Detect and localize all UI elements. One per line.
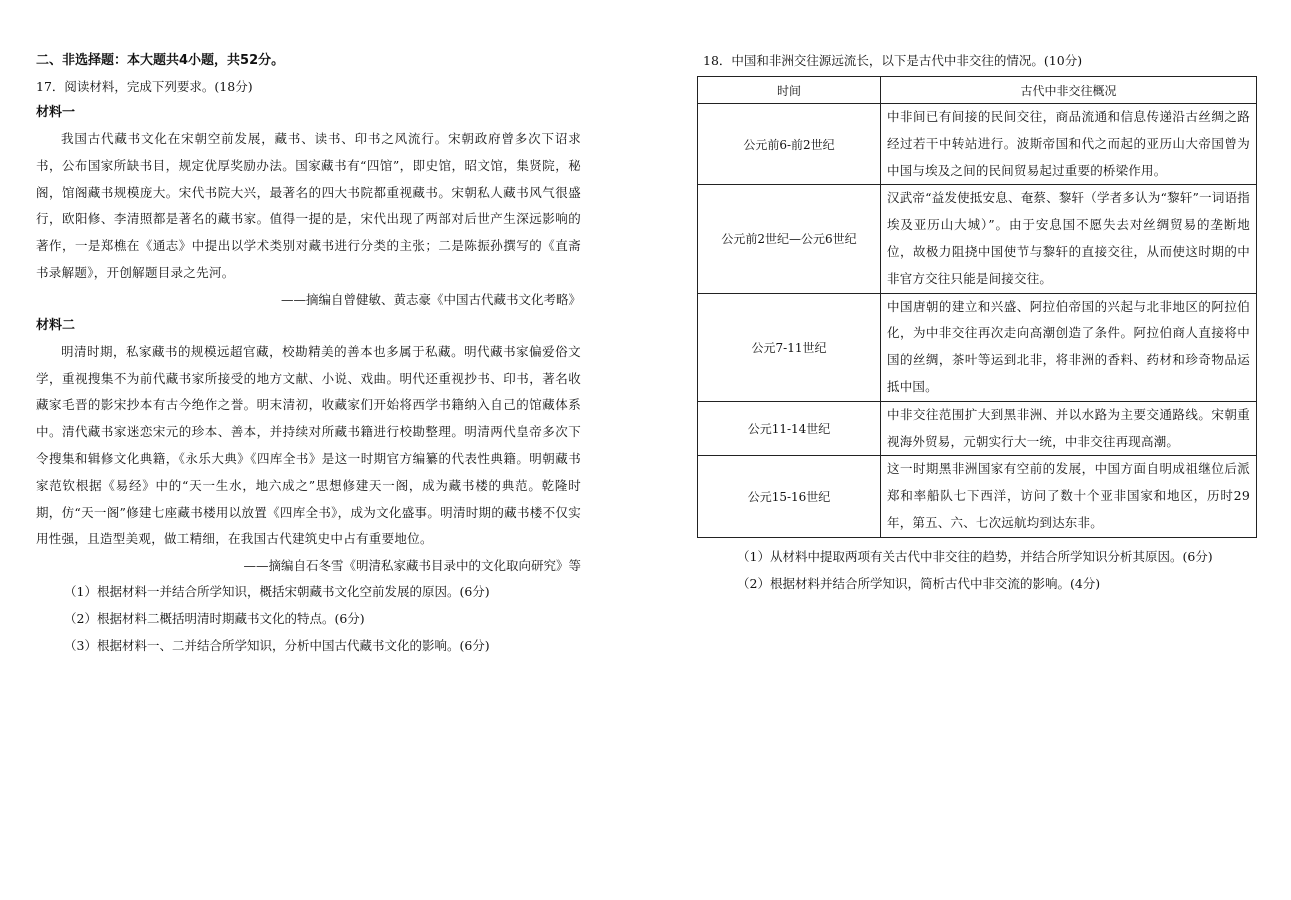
question-18-2: （2）根据材料并结合所学知识，简析古代中非交流的影响。(4分) [737, 575, 1101, 591]
table-cell-desc: 中非交往范围扩大到黑非洲、并以水路为主要交通路线。宋朝重视海外贸易，元朝实行大一统，中非交往再现高潮。 [881, 401, 1257, 456]
table-row [698, 185, 1257, 293]
question-18-1: （1）从材料中提取两项有关古代中非交往的趋势，并结合所学知识分析其原因。(6分) [737, 548, 1213, 564]
material-2-source: ——摘编自石冬雪《明清私家藏书目录中的文化取向研究》等 [243, 558, 581, 574]
table-cell-desc: 中非间已有间接的民间交往，商品流通和信息传递沿古丝绸之路经过若干中转站进行。波斯帝国和代之而起的亚历山大帝国曾为中国与埃及之间的民间贸易起过重要的桥梁作用。 [881, 104, 1257, 185]
table-cell-desc: 汉武帝“益发使抵安息、奄蔡、黎轩（学者多认为“黎轩”一词语指埃及亚历山大城）”。由于安息国不愿失去对丝绸贸易的垄断地位，故极力阻挠中国使节与黎轩的直接交往，从而使这时期的中非官方交往只能是间接交往。 [881, 185, 1257, 293]
material-1-source: ——摘编自曾健敏、黄志豪《中国古代藏书文化考略》 [280, 291, 581, 307]
table-header-time: 时间 [698, 77, 881, 104]
material-2-title: 材料二 [36, 317, 76, 333]
question-17-intro: 17．阅读材料，完成下列要求。(18分) [36, 79, 253, 94]
material-1-text: 我国古代藏书文化在宋朝空前发展，藏书、读书、印书之风流行。宋朝政府曾多次下诏求书，公布国家所缺书目，规定优厚奖励办法。国家藏书有“四馆”，即史馆，昭文馆，集贤院，秘阁，馆阁藏书规模庞大。宋代书院大兴，最著名的四大书院都重视藏书。宋朝私人藏书风气很盛行，欧阳修、李清照都是著名的藏书家。值得一提的是，宋代出现了两部对后世产生深远影响的著作，一是郑樵在《通志》中提出以学术类别对藏书进行分类的主张；二是陈振孙撰写的《直斋书录解题》，开创解题目录之先河。 [36, 131, 581, 280]
china-africa-table [697, 76, 1257, 538]
table-cell-time: 公元前2世纪—公元6世纪 [698, 185, 881, 293]
left-column [36, 48, 581, 660]
table-row [698, 293, 1257, 401]
table-cell-desc: 中国唐朝的建立和兴盛、阿拉伯帝国的兴起与北非地区的阿拉伯化，为中非交往再次走向高潮创造了条件。阿拉伯商人直接将中国的丝绸，茶叶等运到北非，将非洲的香料、药材和珍奇物品运抵中国。 [881, 293, 1257, 401]
table-cell-time: 公元11-14世纪 [698, 401, 881, 456]
right-column [697, 48, 1257, 597]
table-row [698, 456, 1257, 537]
table-cell-time: 公元前6-前2世纪 [698, 104, 881, 185]
question-17-2: （2）根据材料二概括明清时期藏书文化的特点。(6分) [64, 610, 365, 626]
section-heading: 二、非选择题：本大题共4小题，共52分。 [36, 53, 285, 68]
table-row [698, 401, 1257, 456]
material-1-title: 材料一 [36, 105, 76, 120]
table-cell-desc: 这一时期黑非洲国家有空前的发展，中国方面自明成祖继位后派郑和率船队七下西洋，访问了数十个亚非国家和地区，历时29年，第五、六、七次远航均到达东非。 [881, 456, 1257, 537]
question-17-3: （3）根据材料一、二并结合所学知识，分析中国古代藏书文化的影响。(6分) [64, 637, 490, 653]
table-cell-time: 公元15-16世纪 [698, 456, 881, 537]
table-cell-time: 公元7-11世纪 [698, 293, 881, 401]
question-17-1: （1）根据材料一并结合所学知识，概括宋朝藏书文化空前发展的原因。(6分) [64, 584, 490, 600]
table-row [698, 104, 1257, 185]
table-header-overview: 古代中非交往概况 [881, 77, 1257, 104]
material-2-text: 明清时期，私家藏书的规模远超官藏，校勘精美的善本也多属于私藏。明代藏书家偏爱俗文学，重视搜集不为前代藏书家所接受的地方文献、小说、戏曲。明代还重视抄书、印书，著名收藏家毛晋的影宋抄本有古今绝作之誉。明末清初，收藏家们开始将西学书籍纳入自己的馆藏体系中。清代藏书家迷恋宋元的珍本、善本，并持续对所藏书籍进行校勘整理。明清两代皇帝多次下令搜集和辑修文化典籍，《永乐大典》《四库全书》是这一时期官方编纂的代表性典籍。明朝藏书家范钦根据《易经》中的“天一生水，地六成之”思想修建天一阁，成为藏书楼的典范。乾隆时期，仿“天一阁”修建七座藏书楼用以放置《四库全书》，成为文化盛事。明清时期的藏书楼不仅实用性强，且造型美观，做工精细，在我国古代建筑史中占有重要地位。 [36, 343, 581, 547]
table-header-row [698, 77, 1257, 104]
question-18-intro: 18．中国和非洲交往源远流长，以下是古代中非交往的情况。(10分) [703, 53, 1083, 68]
